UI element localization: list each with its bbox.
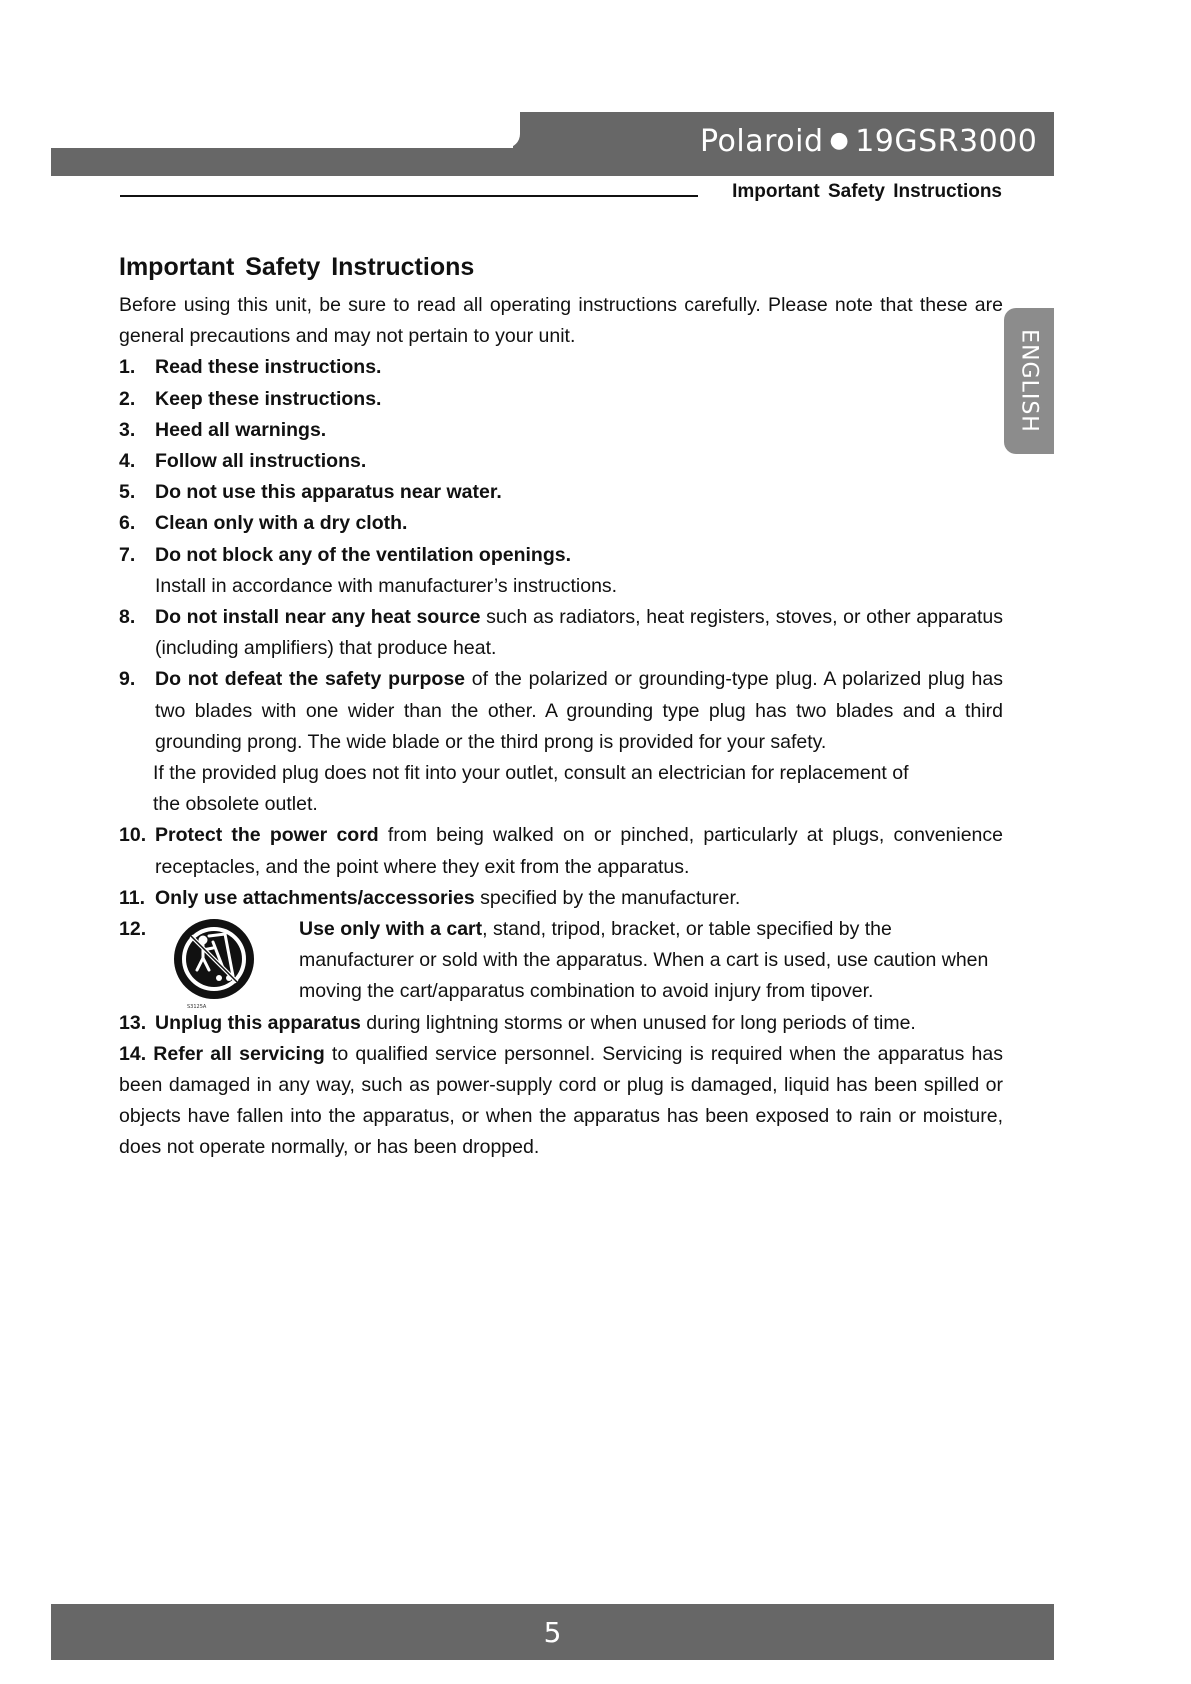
brand-title xyxy=(700,124,1038,159)
item-bold-text: Heed all warnings. xyxy=(155,418,327,441)
item-text: , stand, tripod, bracket, or table specified by the manufacturer or sold with the apparatus. When a cart is used, use caution when moving the cart/apparatus combination to avoid injury from tipover. xyxy=(299,918,989,1003)
item-note-text: the obsolete outlet. xyxy=(153,793,318,816)
language-tab-label: ENGLISH xyxy=(1016,329,1042,433)
item-number: 4. xyxy=(119,450,136,473)
item-bold-text: Use only with a cart xyxy=(299,918,483,941)
list-item xyxy=(119,820,1003,882)
header-rule xyxy=(120,195,698,197)
item-number: 11. xyxy=(119,886,146,909)
item-bold-text: Clean only with a dry cloth. xyxy=(155,512,408,535)
list-item xyxy=(119,664,1003,758)
section-label: Important Safety Instructions xyxy=(732,181,1002,202)
item-number: 9. xyxy=(119,668,136,691)
footer-band xyxy=(51,1604,1054,1660)
item-number: 10. xyxy=(119,824,147,847)
item-number: 2. xyxy=(119,387,136,410)
item-text: to qualified service personnel. Servicing is required when the apparatus has been damaged in any way, such as power-supply cord or plug is damaged, liquid has been spilled or objects have fallen into the apparatus, or when the apparatus has been exposed to rain or moisture, does not operate normally, or has been dropped. xyxy=(119,1042,1003,1159)
list-item xyxy=(119,602,1003,664)
brand-name: Polaroid xyxy=(700,124,824,159)
list-item xyxy=(119,1039,1003,1164)
page-number: 5 xyxy=(543,1616,562,1649)
item-bold-text: Unplug this apparatus xyxy=(155,1011,361,1034)
list-item xyxy=(119,384,1003,415)
cart-tipover-warning-icon xyxy=(173,918,255,1010)
list-item-note xyxy=(119,571,1003,602)
list-item-note xyxy=(119,789,1003,820)
list-item xyxy=(119,415,1003,446)
intro-paragraph: Before using this unit, be sure to read all operating instructions carefully. Please note that these are general precautions and may not pertain to your unit. xyxy=(119,294,1003,348)
item-bold-text: Refer all servicing xyxy=(153,1042,325,1065)
item-note-text: If the provided plug does not fit into your outlet, consult an electrician for replacement of xyxy=(153,762,909,785)
item-text: during lightning storms or when unused for long periods of time. xyxy=(360,1011,916,1034)
main-content xyxy=(119,250,1003,1164)
item-text: specified by the manufacturer. xyxy=(474,886,741,909)
item-bold-text: Follow all instructions. xyxy=(155,450,367,473)
item-number: 13. xyxy=(119,1011,147,1034)
language-tab xyxy=(1004,308,1054,454)
list-item xyxy=(119,508,1003,539)
item-bold-text: Do not install near any heat source xyxy=(155,606,481,629)
item-text: of the polarized or grounding-type plug. A polarized plug has two blades with one wider than the other. A grounding type plug has two blades and a third grounding prong. The wide blade or the third prong is provided for your safety. xyxy=(155,668,1003,753)
item-text: from being walked on or pinched, particularly at plugs, convenience receptacles, and the point where they exit from the apparatus. xyxy=(155,824,1004,878)
item-bold-text: Do not block any of the ventilation openings. xyxy=(155,543,572,566)
list-item xyxy=(119,914,1003,1011)
list-item xyxy=(119,883,1003,914)
list-item xyxy=(119,1008,1003,1039)
list-item xyxy=(119,446,1003,477)
item-bold-text: Protect the power cord xyxy=(155,824,379,847)
item-number: 5. xyxy=(119,481,136,504)
item-number: 3. xyxy=(119,418,136,441)
icon-caption: S3125A xyxy=(187,1004,207,1011)
item-bold-text: Do not use this apparatus near water. xyxy=(155,481,502,504)
bullet-dot: ● xyxy=(829,128,850,153)
header-band-notch xyxy=(500,112,520,148)
item-number: 14. xyxy=(119,1042,147,1065)
item-bold-text: Keep these instructions. xyxy=(155,387,382,410)
list-item xyxy=(119,477,1003,508)
item-note-text: Install in accordance with manufacturer’s instructions. xyxy=(155,574,618,597)
page-title: Important Safety Instructions xyxy=(119,253,475,281)
item-number: 6. xyxy=(119,512,136,535)
item-bold-text: Read these instructions. xyxy=(155,356,382,379)
item-bold-text: Only use attachments/accessories xyxy=(155,886,475,909)
list-item-note xyxy=(119,758,1003,789)
item-number: 8. xyxy=(119,606,136,629)
list-item xyxy=(119,540,1003,571)
model-name: 19GSR3000 xyxy=(855,124,1038,159)
item-number: 1. xyxy=(119,356,136,379)
item-number: 7. xyxy=(119,543,136,566)
item-text: such as radiators, heat registers, stoves, or other apparatus (including amplifiers) that produce heat. xyxy=(155,606,1004,660)
item-bold-text: Do not defeat the safety purpose xyxy=(155,668,466,691)
item-number: 12. xyxy=(119,918,147,941)
list-item xyxy=(119,352,1003,383)
